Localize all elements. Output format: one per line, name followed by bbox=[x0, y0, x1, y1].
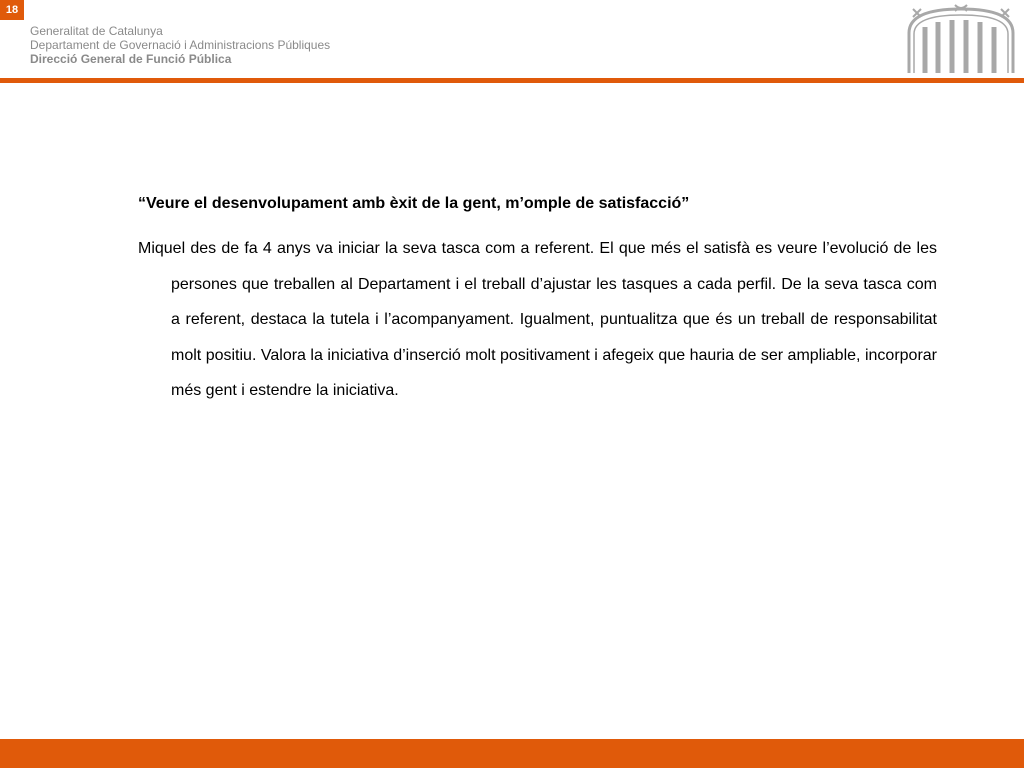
slide-content bbox=[138, 192, 937, 409]
footer-bar bbox=[0, 739, 1024, 768]
organization-header bbox=[30, 24, 330, 66]
quote-heading: “Veure el desenvolupament amb èxit de la gent, m’omple de satisfacció” bbox=[138, 195, 690, 212]
body-paragraph: Miquel des de fa 4 anys va iniciar la seva tasca com a referent. El que més el satisfà es veure l’evolució de les persones que treballen al Departament i el treball d’ajustar les tasques a cada perfil. De la seva tasca com a referent, destaca la tutela i l’acompanyament. Igualment, puntualitza que és un treball de responsabilitat molt positiu. Valora la iniciativa d’inserció molt positivament i afegeix que hauria de ser ampliable, incorporar més gent i estendre la iniciativa. bbox=[138, 240, 937, 399]
generalitat-coat-of-arms-icon bbox=[905, 3, 1017, 75]
header-divider bbox=[0, 78, 1024, 83]
page-number-badge: 18 bbox=[0, 0, 24, 20]
org-name: Generalitat de Catalunya bbox=[30, 24, 163, 38]
department-name: Departament de Governació i Administracions Públiques bbox=[30, 38, 331, 52]
directorate-name: Direcció General de Funció Pública bbox=[30, 52, 232, 66]
